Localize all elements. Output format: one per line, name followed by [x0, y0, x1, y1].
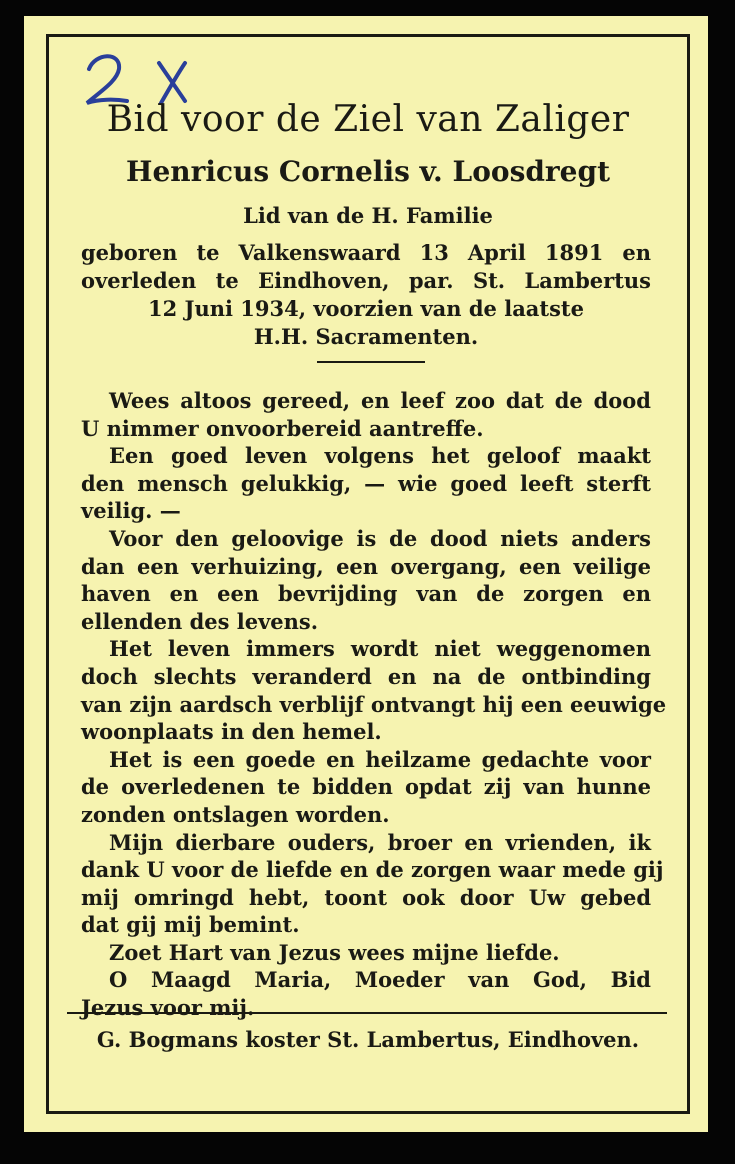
deceased-name: Henricus Cornelis v. Loosdregt [125, 155, 610, 188]
prayer-line: Jezus voor mij. [81, 995, 255, 1021]
prayer-line: mij omringd hebt, toont ook door Uw gebed [81, 884, 651, 910]
printer-credit: G. Bogmans koster St. Lambertus, Eindhoven. [96, 1027, 640, 1052]
details-line: overleden te Eindhoven, par. St. Lambertus [81, 268, 651, 293]
prayer-line: Mijn dierbare ouders, broer en vrienden, ik [109, 829, 651, 855]
prayer-line: Een goed leven volgens het geloof maakt [109, 443, 651, 469]
birth-death-details [81, 239, 651, 351]
details-line: geboren te Valkenswaard 13 April 1891 en [81, 240, 651, 265]
membership-line: Lid van de H. Familie [243, 203, 493, 228]
prayer-paragraph [81, 939, 651, 967]
card-border [46, 34, 690, 1114]
prayer-line: Het is een goede en heilzame gedachte voor [109, 746, 651, 772]
prayer-line: van zijn aardsch verblijf ontvangt hij een eeuwige [81, 691, 667, 717]
memorial-card [24, 16, 708, 1132]
separator-short [317, 361, 425, 363]
prayer-line: Het leven immers wordt niet weggenomen [109, 636, 651, 662]
prayer-line: doch slechts veranderd en na de ontbinding [81, 663, 651, 689]
prayer-line: de overledenen te bidden opdat zij van hunne [81, 774, 651, 800]
details-line: H.H. Sacramenten. [253, 324, 479, 349]
prayer-title: Bid voor de Ziel van Zaliger [106, 99, 630, 140]
prayer-line: O Maagd Maria, Moeder van God, Bid [109, 967, 651, 993]
prayer-text [81, 387, 667, 1022]
prayer-line: woonplaats in den hemel. [81, 719, 382, 745]
prayer-line: veilig. — [81, 498, 181, 524]
separator-long [67, 1012, 667, 1014]
prayer-line: haven en een bevrijding van de zorgen en [81, 581, 651, 607]
prayer-paragraph [81, 442, 651, 525]
details-line: 12 Juni 1934, voorzien van de laatste [147, 296, 584, 321]
prayer-line: U nimmer onvoorbereid aantreffe. [81, 415, 484, 441]
prayer-line: den mensch gelukkig, — wie goed leeft sterft [81, 470, 651, 496]
prayer-line: dan een verhuizing, een overgang, een veilige [81, 553, 651, 579]
prayer-line: dat gij mij bemint. [81, 912, 300, 938]
prayer-paragraph [81, 829, 664, 939]
prayer-paragraph [81, 635, 667, 745]
prayer-line: ellenden des levens. [81, 608, 319, 634]
prayer-line: Wees altoos gereed, en leef zoo dat de dood [109, 388, 651, 413]
prayer-line: Voor den geloovige is de dood niets anders [109, 525, 651, 551]
prayer-line: dank U voor de liefde en de zorgen waar mede gij [81, 857, 664, 883]
prayer-line: Zoet Hart van Jezus wees mijne liefde. [109, 939, 560, 965]
prayer-paragraph [81, 525, 651, 635]
prayer-paragraph [81, 746, 651, 829]
prayer-paragraph [81, 387, 651, 442]
prayer-line: zonden ontslagen worden. [81, 801, 390, 827]
